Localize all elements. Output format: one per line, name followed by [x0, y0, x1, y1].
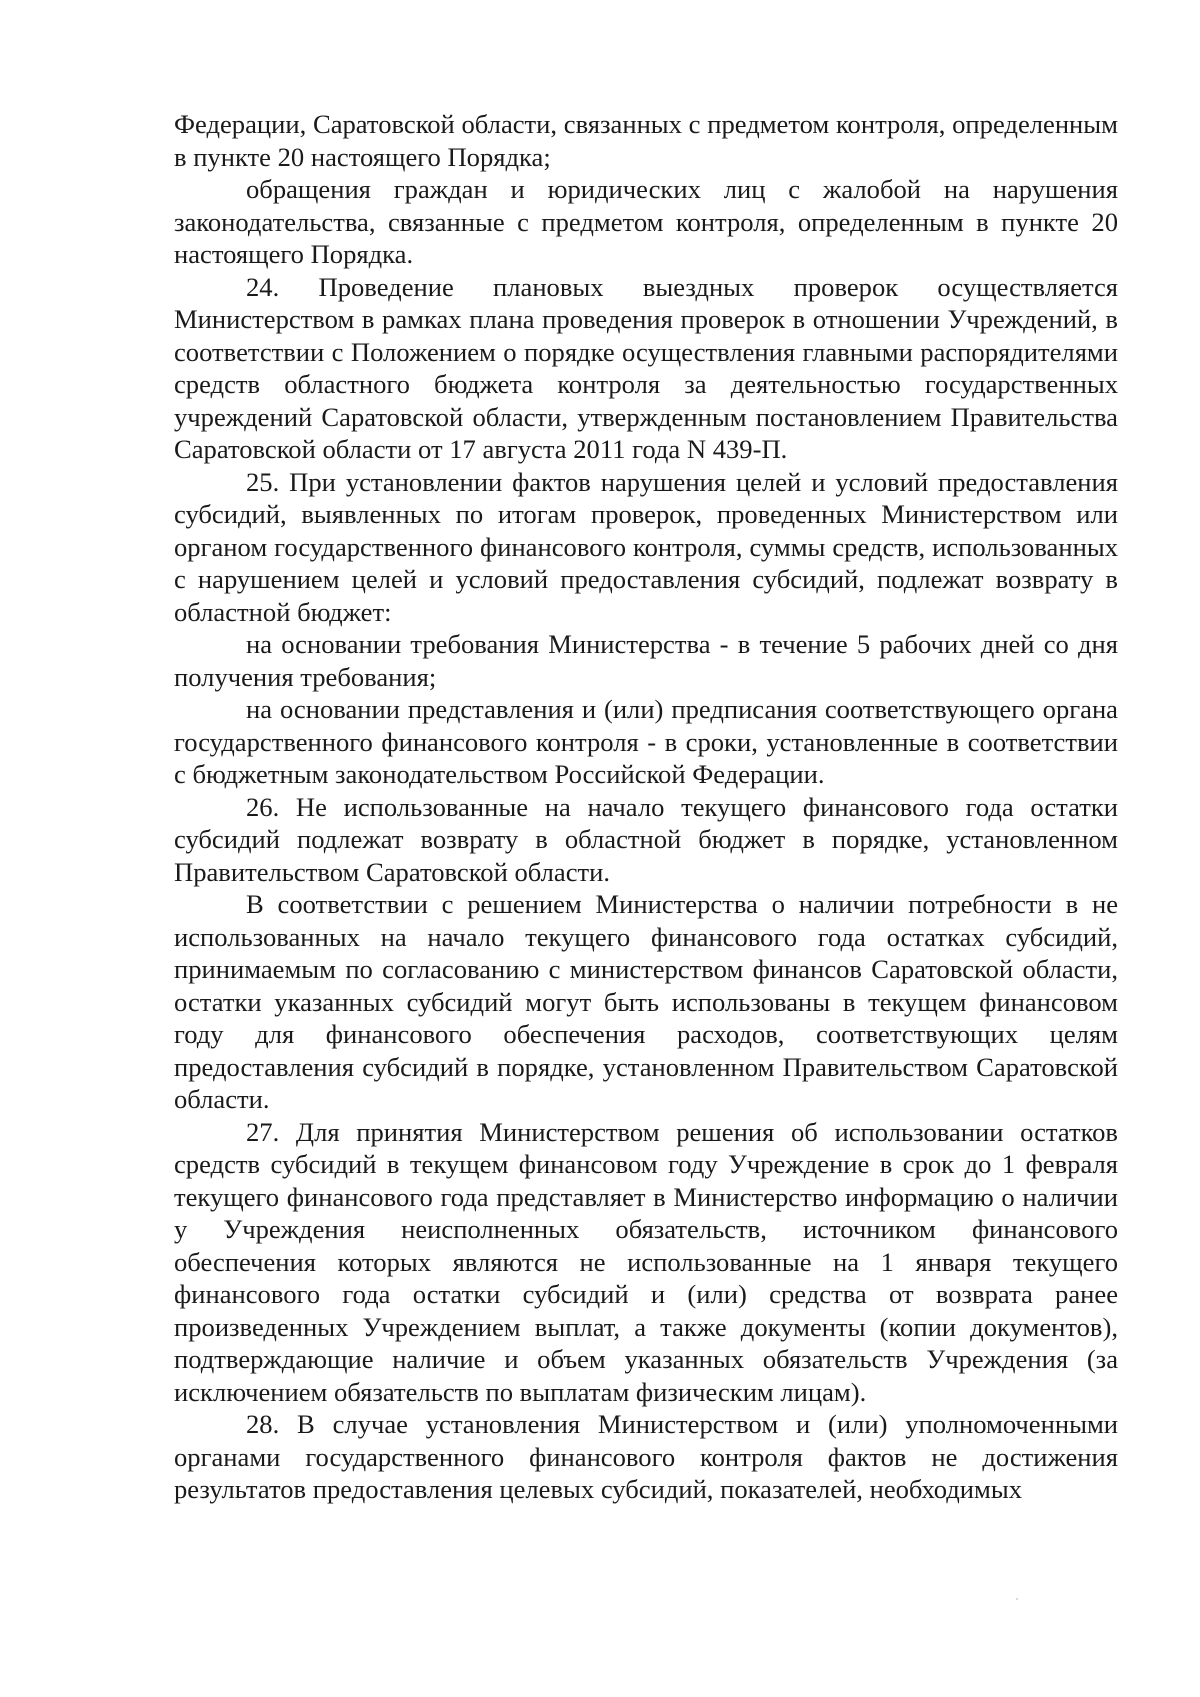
- paragraph-ministry-decision: В соответствии с решением Министерства о наличии потребности в не использованных на начало текущего финансового года остатках субсидий, принимаемым по согласованию с министерством финансов Саратовской области, остатки указанных субсидий могут быть использованы в текущем финансовом году для финансового обеспечения расходов, соответствующих целям предоставления субсидий в порядке, установленном Правительством Саратовской области.: [174, 889, 1118, 1114]
- paragraph-27: 27. Для принятия Министерством решения об использовании остатков средств субсидий в текущем финансовом году Учреждение в срок до 1 февраля текущего финансового года представляет в Министерство информацию о наличии у Учреждения неисполненных обязательств, источником финансового обеспечения которых являются не использованные на 1 января текущего финансового года остатки субсидий и (или) средства от возврата ранее произведенных Учреждением выплат, а также документы (копии документов), подтверждающие наличие и объем указанных обязательств Учреждения (за исключением обязательств по выплатам физическим лицам).: [174, 1116, 1118, 1407]
- paragraph-control-body-order: на основании представления и (или) предписания соответствующего органа государственного финансового контроля - в сроки, установленные в соответствии с бюджетным законодательством Российской Федерации.: [174, 694, 1118, 789]
- paragraph-26: 26. Не использованные на начало текущего финансового года остатки субсидий подлежат возврату в областной бюджет в порядке, установленном Правительством Саратовской области.: [174, 791, 1118, 887]
- paragraph-citizen-appeals: обращения граждан и юридических лиц с жалобой на нарушения законодательства, связанные с предметом контроля, определенным в пункте 20 настоящего Порядка.: [174, 174, 1118, 269]
- paragraph-ministry-requirement: на основании требования Министерства - в течение 5 рабочих дней со дня получения требования;: [174, 629, 1118, 692]
- scan-speck: [1016, 1598, 1018, 1600]
- paragraph-24: 24. Проведение плановых выездных проверок осуществляется Министерством в рамках плана проведения проверок в отношении Учреждений, в соответствии с Положением о порядке осуществления главными распорядителями средств областного бюджета контроля за деятельностью государственных учреждений Саратовской области, утвержденным постановлением Правительства Саратовской области от 17 августа 2011 года N 439-П.: [174, 271, 1118, 464]
- paragraph-28: 28. В случае установления Министерством и (или) уполномоченными органами государственного финансового контроля фактов не достижения результатов предоставления целевых субсидий, показателей, необходимых: [174, 1409, 1118, 1504]
- document-body: [174, 108, 1118, 1506]
- paragraph-continuation: Федерации, Саратовской области, связанных с предметом контроля, определенным в пункте 20 настоящего Порядка;: [174, 109, 1118, 172]
- paragraph-25: 25. При установлении фактов нарушения целей и условий предоставления субсидий, выявленных по итогам проверок, проведенных Министерством или органом государственного финансового контроля, суммы средств, использованных с нарушением целей и условий предоставления субсидий, подлежат возврату в областной бюджет:: [174, 466, 1118, 627]
